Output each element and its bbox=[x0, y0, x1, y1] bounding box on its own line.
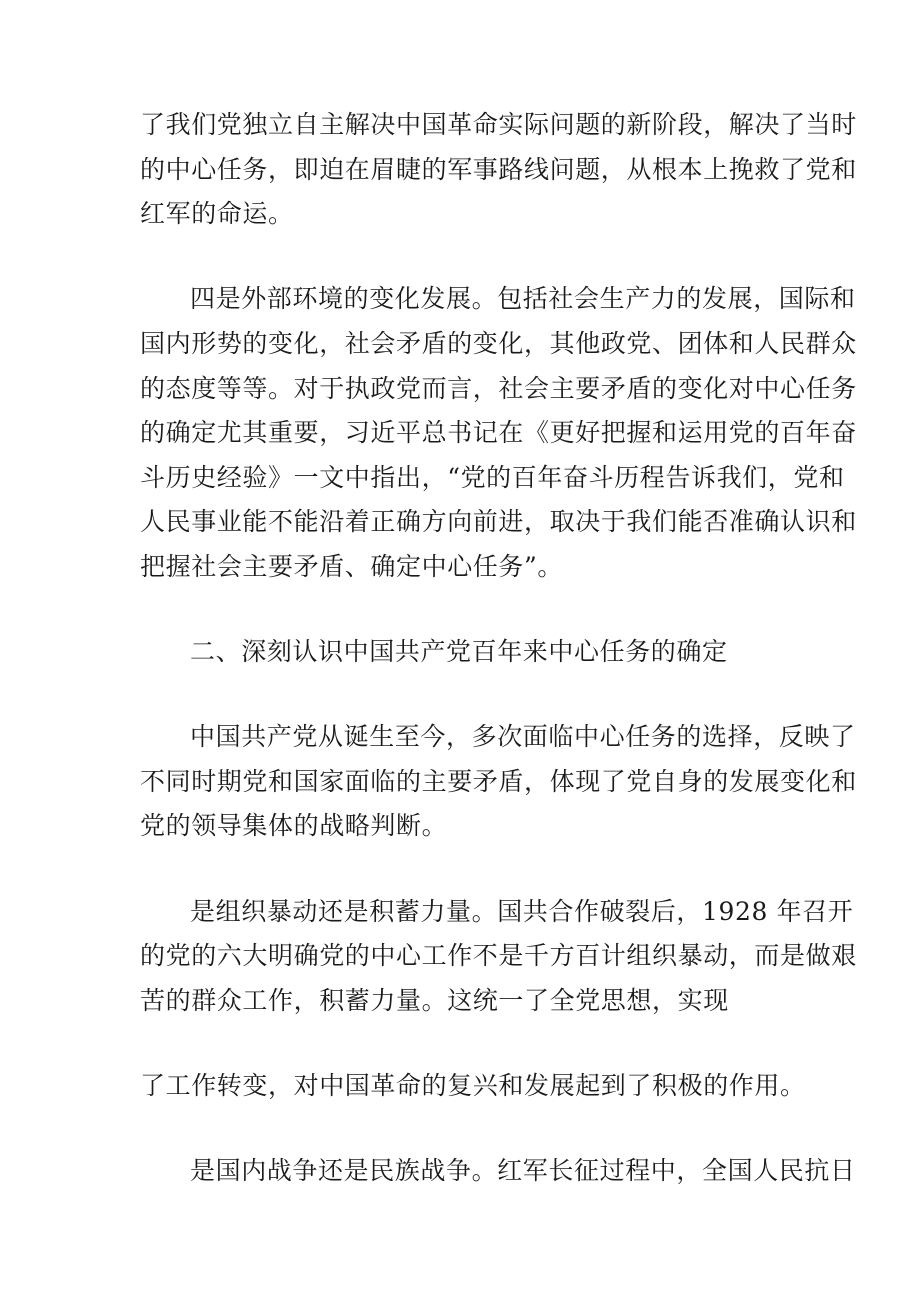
paragraph-line: 把握社会主要矛盾、确定中心任务”。 bbox=[140, 552, 563, 581]
paragraph-line: 的中心任务，即迫在眉睫的军事路线问题，从根本上挽救了党和 bbox=[140, 155, 857, 184]
paragraph-line: 苦的群众工作，积蓄力量。这统一了全党思想，实现 bbox=[140, 986, 729, 1015]
paragraph-line: 国内形势的变化，社会矛盾的变化，其他政党、团体和人民群众 bbox=[140, 329, 857, 358]
paragraph-line: 不同时期党和国家面临的主要矛盾，体现了党自身的发展变化和 bbox=[140, 767, 857, 796]
paragraph-line: 是组织暴动还是积蓄力量。国共合作破裂后，1928 年召开 bbox=[190, 897, 854, 926]
paragraph-line: 是国内战争还是民族战争。红军长征过程中，全国人民抗日 bbox=[190, 1156, 856, 1185]
paragraph-line: 了工作转变，对中国革命的复兴和发展起到了积极的作用。 bbox=[140, 1071, 806, 1100]
paragraph-line: 斗历史经验》一文中指出，“党的百年奋斗历程告诉我们，党和 bbox=[140, 463, 845, 492]
paragraph-line: 的确定尤其重要，习近平总书记在《更好把握和运用党的百年奋 bbox=[140, 418, 857, 447]
paragraph-line: 了我们党独立自主解决中国革命实际问题的新阶段，解决了当时 bbox=[140, 110, 857, 139]
paragraph-line: 的党的六大明确党的中心工作不是千方百计组织暴动，而是做艰 bbox=[140, 941, 857, 970]
paragraph-line: 红军的命运。 bbox=[140, 199, 294, 228]
paragraph-line: 中国共产党从诞生至今，多次面临中心任务的选择，反映了 bbox=[190, 722, 856, 751]
section-heading: 二、深刻认识中国共产党百年来中心任务的确定 bbox=[190, 637, 728, 666]
paragraph-line: 人民事业能不能沿着正确方向前进，取决于我们能否准确认识和 bbox=[140, 507, 857, 536]
paragraph-line: 的态度等等。对于执政党而言，社会主要矛盾的变化对中心任务 bbox=[140, 374, 857, 403]
paragraph-line: 四是外部环境的变化发展。包括社会生产力的发展，国际和 bbox=[190, 284, 856, 313]
paragraph-line: 党的领导集体的战略判断。 bbox=[140, 811, 448, 840]
